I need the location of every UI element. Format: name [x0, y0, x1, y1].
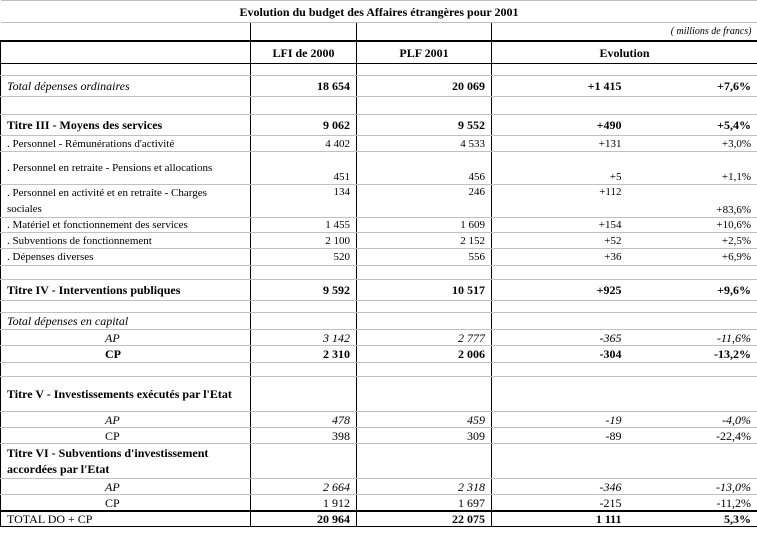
- row-label: CP: [1, 346, 251, 363]
- evolution-amount: -346: [492, 479, 628, 495]
- evolution-percent: +2,5%: [628, 233, 757, 249]
- plf-2001-value: 2 152: [357, 233, 492, 249]
- evolution-percent: [628, 444, 757, 479]
- evolution-percent: 5,3%: [628, 511, 757, 527]
- plf-2001-value: 456: [357, 152, 492, 185]
- lfi-2000-value: 3 142: [251, 330, 357, 346]
- plf-2001-value: [357, 444, 492, 479]
- lfi-2000-value: 4 402: [251, 136, 357, 152]
- evolution-amount: +490: [492, 115, 628, 136]
- table-row: [1, 330, 757, 346]
- row-label: CP: [1, 495, 251, 512]
- blank-row: [1, 301, 757, 313]
- lfi-2000-value: 20 964: [251, 511, 357, 527]
- table-row: [1, 377, 757, 412]
- plf-2001-value: 9 552: [357, 115, 492, 136]
- lfi-2000-value: 451: [251, 152, 357, 185]
- lfi-2000-value: [251, 444, 357, 479]
- row-label: AP: [1, 412, 251, 428]
- row-label: . Personnel en activité et en retraite - Charges sociales: [1, 185, 251, 218]
- evolution-amount: +1 415: [492, 76, 628, 97]
- table-row: [1, 76, 757, 97]
- lfi-2000-value: 9 592: [251, 280, 357, 301]
- table-row: [1, 115, 757, 136]
- evolution-percent: -22,4%: [628, 428, 757, 444]
- header-evolution: Evolution: [492, 41, 757, 64]
- row-label: . Matériel et fonctionnement des services: [1, 218, 251, 233]
- evolution-percent: +10,6%: [628, 218, 757, 233]
- plf-2001-value: [357, 377, 492, 412]
- evolution-amount: +154: [492, 218, 628, 233]
- table-row: [1, 444, 757, 479]
- evolution-percent: +83,6%: [628, 185, 757, 218]
- evolution-percent: +5,4%: [628, 115, 757, 136]
- row-label: . Personnel - Rémunérations d'activité: [1, 136, 251, 152]
- evolution-amount: +925: [492, 280, 628, 301]
- unit-label: ( millions de francs): [628, 23, 757, 42]
- header-lfi-2000: LFI de 2000: [251, 41, 357, 64]
- table-row: [1, 152, 757, 185]
- row-label: Titre VI - Subventions d'investissement accordées par l'Etat: [1, 444, 251, 479]
- evolution-amount: [492, 313, 628, 330]
- row-label: . Dépenses diverses: [1, 249, 251, 266]
- lfi-2000-value: 478: [251, 412, 357, 428]
- evolution-amount: -19: [492, 412, 628, 428]
- table-row: [1, 479, 757, 495]
- plf-2001-value: 1 609: [357, 218, 492, 233]
- plf-2001-value: 2 318: [357, 479, 492, 495]
- lfi-2000-value: 398: [251, 428, 357, 444]
- table-row: [1, 249, 757, 266]
- table-row: [1, 428, 757, 444]
- plf-2001-value: 10 517: [357, 280, 492, 301]
- table-row: [1, 313, 757, 330]
- table-row: [1, 511, 757, 527]
- plf-2001-value: 556: [357, 249, 492, 266]
- row-label: . Personnel en retraite - Pensions et allocations: [1, 152, 251, 185]
- evolution-percent: -13,0%: [628, 479, 757, 495]
- plf-2001-value: 2 006: [357, 346, 492, 363]
- table-row: [1, 218, 757, 233]
- row-label: Titre V - Investissements exécutés par l'Etat: [1, 377, 251, 412]
- evolution-percent: [628, 377, 757, 412]
- lfi-2000-value: 520: [251, 249, 357, 266]
- lfi-2000-value: 2 310: [251, 346, 357, 363]
- lfi-2000-value: [251, 377, 357, 412]
- evolution-percent: +3,0%: [628, 136, 757, 152]
- lfi-2000-value: 2 100: [251, 233, 357, 249]
- evolution-percent: +9,6%: [628, 280, 757, 301]
- evolution-percent: -11,6%: [628, 330, 757, 346]
- evolution-amount: -89: [492, 428, 628, 444]
- row-label: AP: [1, 330, 251, 346]
- table-row: [1, 280, 757, 301]
- table-title: Evolution du budget des Affaires étrangères pour 2001: [1, 1, 757, 23]
- plf-2001-value: 246: [357, 185, 492, 218]
- plf-2001-value: 22 075: [357, 511, 492, 527]
- evolution-amount: 1 111: [492, 511, 628, 527]
- row-label: Titre IV - Interventions publiques: [1, 280, 251, 301]
- evolution-percent: +7,6%: [628, 76, 757, 97]
- lfi-2000-value: 2 664: [251, 479, 357, 495]
- evolution-percent: +1,1%: [628, 152, 757, 185]
- plf-2001-value: 1 697: [357, 495, 492, 512]
- plf-2001-value: 20 069: [357, 76, 492, 97]
- lfi-2000-value: 9 062: [251, 115, 357, 136]
- blank-row: [1, 266, 757, 280]
- blank-row: [1, 97, 757, 115]
- evolution-amount: -365: [492, 330, 628, 346]
- row-label: Total dépenses ordinaires: [1, 76, 251, 97]
- plf-2001-value: 309: [357, 428, 492, 444]
- evolution-amount: -304: [492, 346, 628, 363]
- row-label: CP: [1, 428, 251, 444]
- header-plf-2001: PLF 2001: [357, 41, 492, 64]
- blank-row: [1, 64, 757, 76]
- evolution-amount: [492, 444, 628, 479]
- table-row: [1, 233, 757, 249]
- evolution-percent: [628, 313, 757, 330]
- row-label: . Subventions de fonctionnement: [1, 233, 251, 249]
- row-label: AP: [1, 479, 251, 495]
- row-label: Titre III - Moyens des services: [1, 115, 251, 136]
- evolution-amount: +52: [492, 233, 628, 249]
- evolution-amount: +36: [492, 249, 628, 266]
- table-body: [1, 64, 757, 527]
- row-label: Total dépenses en capital: [1, 313, 251, 330]
- table-row: [1, 136, 757, 152]
- lfi-2000-value: 134: [251, 185, 357, 218]
- plf-2001-value: 459: [357, 412, 492, 428]
- plf-2001-value: [357, 313, 492, 330]
- table-row: [1, 185, 757, 218]
- evolution-amount: [492, 377, 628, 412]
- table-row: [1, 412, 757, 428]
- evolution-amount: -215: [492, 495, 628, 512]
- evolution-amount: +131: [492, 136, 628, 152]
- lfi-2000-value: 1 912: [251, 495, 357, 512]
- evolution-amount: +112: [492, 185, 628, 218]
- evolution-amount: +5: [492, 152, 628, 185]
- lfi-2000-value: 18 654: [251, 76, 357, 97]
- lfi-2000-value: [251, 313, 357, 330]
- evolution-percent: -11,2%: [628, 495, 757, 512]
- table-row: [1, 495, 757, 512]
- evolution-percent: -4,0%: [628, 412, 757, 428]
- plf-2001-value: 4 533: [357, 136, 492, 152]
- evolution-percent: +6,9%: [628, 249, 757, 266]
- row-label: TOTAL DO + CP: [1, 511, 251, 527]
- lfi-2000-value: 1 455: [251, 218, 357, 233]
- evolution-percent: -13,2%: [628, 346, 757, 363]
- plf-2001-value: 2 777: [357, 330, 492, 346]
- table-row: [1, 346, 757, 363]
- blank-row: [1, 363, 757, 377]
